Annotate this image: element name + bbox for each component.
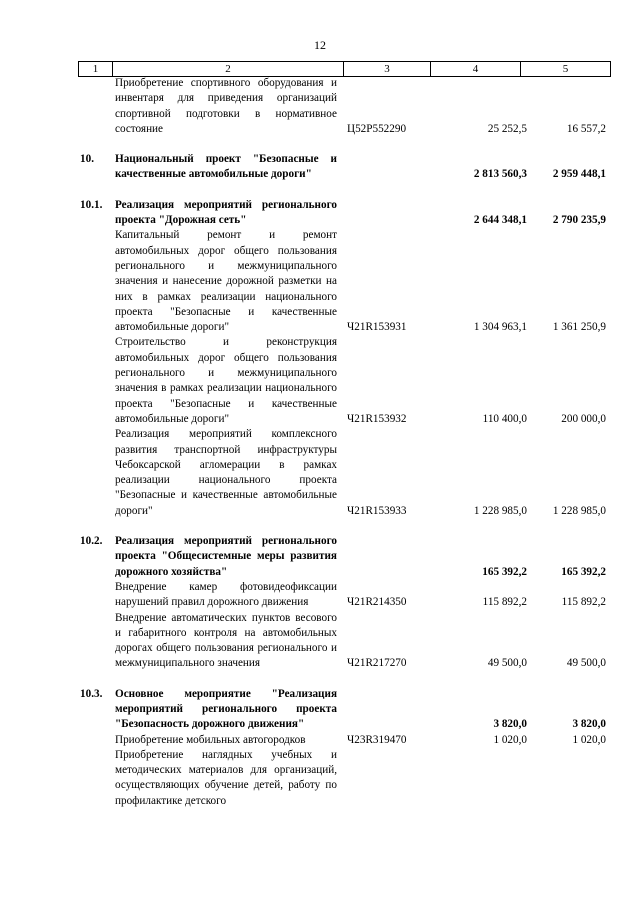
table-row xyxy=(0,534,640,580)
page-number: 12 xyxy=(314,38,326,52)
row-value-col5: 3 820,0 xyxy=(572,718,606,731)
row-value-col4: 1 228 985,0 xyxy=(473,504,527,517)
column-header: 5 xyxy=(521,62,611,77)
row-number: 10.2. xyxy=(80,535,103,548)
row-value-col5: 1 020,0 xyxy=(572,733,606,746)
table-row xyxy=(0,580,640,611)
row-value-col4: 2 813 560,3 xyxy=(473,168,527,181)
row-name: Основное мероприятие "Реализация мероприятий регионального проекта "Безопасность дорожного движения" xyxy=(115,687,337,731)
table-row xyxy=(0,427,640,519)
table-row xyxy=(0,76,640,137)
row-name: Внедрение камер фотовидеофиксации нарушений правил дорожного движения xyxy=(115,580,337,609)
row-number: 10.1. xyxy=(80,198,103,211)
row-code: Ч21R153932 xyxy=(347,412,407,425)
row-code: Ц52Р552290 xyxy=(347,122,407,135)
table-row xyxy=(0,228,640,335)
row-number: 10.3. xyxy=(80,687,103,700)
row-code: Ч23R319470 xyxy=(347,733,407,746)
column-header: 2 xyxy=(113,62,344,77)
row-value-col5: 49 500,0 xyxy=(566,657,606,670)
row-value-col4: 2 644 348,1 xyxy=(473,214,527,227)
column-header: 4 xyxy=(431,62,521,77)
row-code: Ч21R217270 xyxy=(347,657,407,670)
table-row xyxy=(0,748,640,809)
row-code: Ч21R153933 xyxy=(347,504,407,517)
row-value-col4: 49 500,0 xyxy=(487,657,527,670)
row-value-col4: 165 392,2 xyxy=(482,565,527,578)
column-header-row xyxy=(79,62,611,77)
table-row xyxy=(0,687,640,733)
row-code: Ч21R214350 xyxy=(347,596,407,609)
row-name: Национальный проект "Безопасные и качественные автомобильные дороги" xyxy=(115,153,337,181)
row-value-col5: 1 228 985,0 xyxy=(552,504,606,517)
row-name: Реализация мероприятий комплексного развития транспортной инфраструктуры Чебоксарской агломерации в рамках реализации национального проекта "Безопасные и качественные автомобильные дороги" xyxy=(115,428,337,517)
row-name: Строительство и реконструкция автомобильных дорог общего пользования регионального и межмуниципального значения в рамках реализации национального проекта "Безопасные и качественные автомобильные дороги" xyxy=(115,336,337,425)
row-number: 10. xyxy=(80,153,94,166)
row-value-col4: 25 252,5 xyxy=(487,122,527,135)
row-name: Приобретение наглядных учебных и методических материалов для организаций, осуществляющих обучение детей, работу по профилактике детского xyxy=(115,748,337,807)
row-value-col4: 1 304 963,1 xyxy=(473,321,527,334)
table-row xyxy=(0,733,640,748)
row-value-col4: 1 020,0 xyxy=(493,733,527,746)
row-value-col5: 200 000,0 xyxy=(561,412,606,425)
row-value-col5: 2 959 448,1 xyxy=(552,168,606,181)
row-value-col5: 1 361 250,9 xyxy=(552,321,606,334)
row-value-col5: 165 392,2 xyxy=(561,565,606,578)
row-value-col4: 115 892,2 xyxy=(482,596,527,609)
row-name: Приобретение мобильных автогородков xyxy=(115,733,306,746)
row-name: Капитальный ремонт и ремонт автомобильных дорог общего пользования регионального и межмуниципального значения и нанесение дорожной разметки на них в рамках реализации национального проекта "Безопасные и качественные автомобильные дороги" xyxy=(115,229,337,334)
row-value-col4: 3 820,0 xyxy=(493,718,527,731)
row-value-col4: 110 400,0 xyxy=(482,412,527,425)
row-value-col5: 2 790 235,9 xyxy=(552,214,606,227)
row-value-col5: 115 892,2 xyxy=(561,596,606,609)
row-name: Реализация мероприятий регионального проекта "Общесистемные меры развития дорожного хозяйства" xyxy=(115,535,337,578)
row-name: Внедрение автоматических пунктов весового и габаритного контроля на автомобильных дорогах общего пользования регионального и межмуниципального значения xyxy=(115,611,337,670)
table-row xyxy=(0,611,640,672)
table-row xyxy=(0,198,640,229)
row-code: Ч21R153931 xyxy=(347,321,407,334)
budget-table-body xyxy=(0,76,640,809)
table-row xyxy=(0,335,640,427)
table-row xyxy=(0,152,640,183)
column-header: 3 xyxy=(344,62,431,77)
row-value-col5: 16 557,2 xyxy=(566,122,606,135)
column-header-table xyxy=(78,61,611,77)
row-name: Реализация мероприятий регионального проекта "Дорожная сеть" xyxy=(115,198,337,227)
row-name: Приобретение спортивного оборудования и инвентаря для приведения организаций спортивной подготовки в нормативное состояние xyxy=(115,77,337,135)
column-header: 1 xyxy=(79,62,113,77)
